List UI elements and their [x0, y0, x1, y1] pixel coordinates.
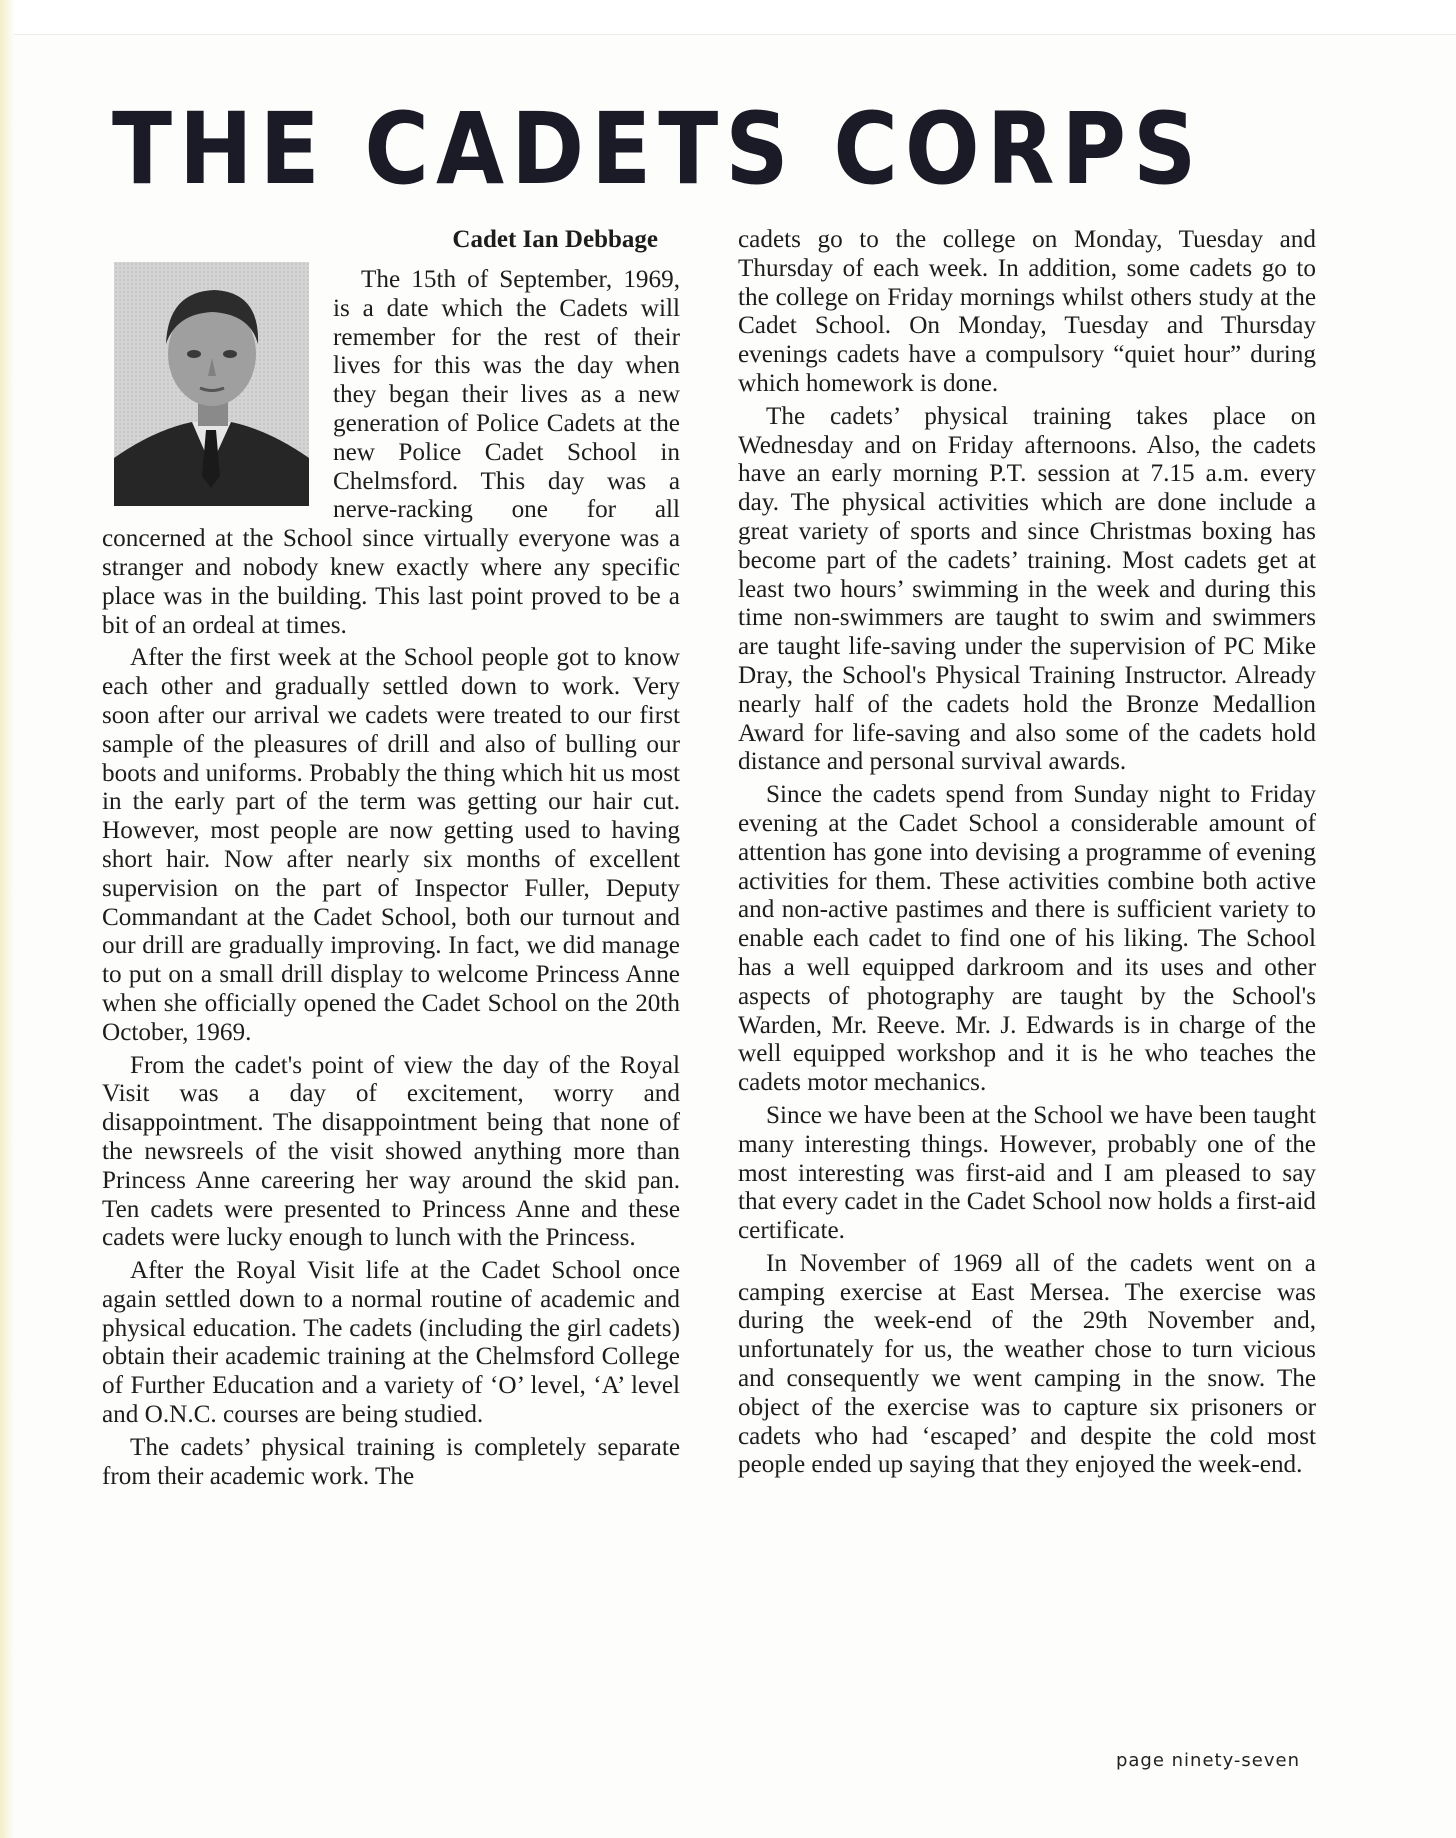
article-title: THE CADETS CORPS [112, 91, 1204, 207]
author-photo [114, 262, 309, 506]
right-column [738, 226, 1316, 1484]
paragraph: Since we have been at the School we have been taught many interesting things. However, probably one of the most interesting was first-aid and I am pleased to say that every cadet in the Cadet School now holds a first-aid certificate. [738, 1101, 1316, 1245]
paragraph: In November of 1969 all of the cadets went on a camping exercise at East Mersea. The exercise was during the week-end of the 29th November and, unfortunately for us, the weather chose to turn vicious and consequently we went camping in the snow. The object of the exercise was to capture six prisoners or cadets who had ‘escaped’ and despite the cold most people ended up saying that they enjoyed the week-end. [738, 1249, 1316, 1479]
article-byline: Cadet Ian Debbage [452, 226, 658, 253]
left-column [102, 226, 680, 1495]
page-top-edge [0, 0, 1456, 35]
paragraph: After the Royal Visit life at the Cadet School once again settled down to a normal routine of academic and physical education. The cadets (including the girl cadets) obtain their academic training at the Chelmsford College of Further Education and a variety of ‘O’ level, ‘A’ level and O.N.C. courses are being studied. [102, 1257, 680, 1429]
paragraph: The cadets’ physical training is completely separate from their academic work. The [102, 1433, 680, 1490]
page-number: page ninety-seven [1115, 1750, 1300, 1771]
paragraph: From the cadet's point of view the day of the Royal Visit was a day of excitement, worry and disappointment. The disappointment being that none of the newsreels of the visit showed anything more than Princess Anne careering her way around the skid pan. Ten cadets were presented to Princess Anne and these cadets were lucky enough to lunch with the Princess. [102, 1051, 680, 1252]
page-left-edge [0, 0, 14, 1838]
paragraph: The cadets’ physical training takes place on Wednesday and on Friday afternoons. Also, the cadets have an early morning P.T. session at 7.15 a.m. every day. The physical activities which are done include a great variety of sports and since Christmas boxing has become part of the cadets’ training. Most cadets get at least two hours’ swimming in the week and during this time non-swimmers are taught to swim and swimmers are taught life-saving under the supervision of PC Mike Dray, the School's Physical Training Instructor. Already nearly half of the cadets hold the Bronze Medallion Award for life-saving and also some of the cadets hold distance and personal survival awards. [738, 402, 1316, 776]
paragraph: cadets go to the college on Monday, Tuesday and Thursday of each week. In addition, some cadets go to the college on Friday mornings whilst others study at the Cadet School. On Monday, Tuesday and Thursday evenings cadets have a compulsory “quiet hour” during which homework is done. [738, 226, 1316, 397]
paragraph: The 15th of September, 1969, is a date which the Cadets will remember for the rest of their lives for this was the day when they began their lives as a new generation of Police Cadets at the new Police Cadet School in Chelmsford. This day was a nerve-racking one for all concerned at the School since virtually everyone was a stranger and nobody knew exactly where any specific place was in the building. This last point proved to be a bit of an ordeal at times. [102, 266, 680, 639]
paragraph: After the first week at the School people got to know each other and gradually settled down to work. Very soon after our arrival we cadets were treated to our first sample of the pleasures of drill and also of bulling our boots and uniforms. Probably the thing which hit us most in the early part of the term was getting our hair cut. However, most people are now getting used to having short hair. Now after nearly six months of excellent supervision on the part of Inspector Fuller, Deputy Commandant at the Cadet School, both our turnout and our drill are gradually improving. In fact, we did manage to put on a small drill display to welcome Princess Anne when she officially opened the Cadet School on the 20th October, 1969. [102, 644, 680, 1046]
paragraph: Since the cadets spend from Sunday night to Friday evening at the Cadet School a considerable amount of attention has gone into devising a programme of evening activities for them. These activities combine both active and non-active pastimes and there is sufficient variety to enable each cadet to find one of his liking. The School has a well equipped darkroom and its uses and other aspects of photography are taught by the School's Warden, Mr. Reeve. Mr. J. Edwards is in charge of the well equipped workshop and it is he who teaches the cadets motor mechanics. [738, 781, 1316, 1097]
